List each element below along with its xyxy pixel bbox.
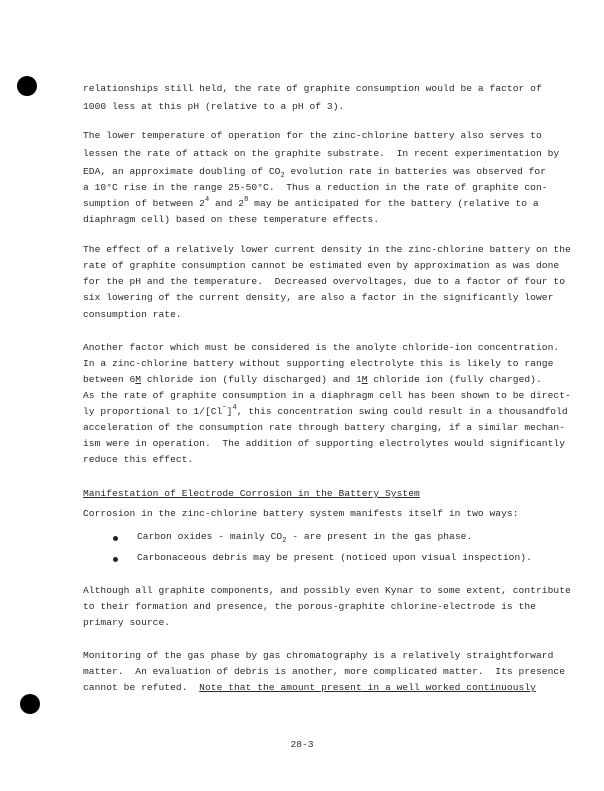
text-line: ism were in operation. The addition of supporting electrolytes would significantly <box>83 438 565 449</box>
superscript: 4 <box>204 196 210 204</box>
text-line: acceleration of the consumption rate through battery charging, if a similar mechan- <box>83 422 565 433</box>
text-line <box>83 406 568 418</box>
text-line <box>83 166 546 178</box>
bullet-item: Carbonaceous debris may be present (noticed upon visual inspection). <box>137 552 532 563</box>
text: sumption of between 2 <box>83 198 205 209</box>
text-line: Monitoring of the gas phase by gas chromatography is a relatively straightforward <box>83 650 554 661</box>
text: chloride ion (fully discharged) and 1 <box>141 374 362 385</box>
text: and 2 <box>209 198 245 209</box>
text-line: 1000 less at this pH (relative to a pH of 3). <box>83 101 345 112</box>
text-line: lessen the rate of attack on the graphite substrate. In recent experimentation by <box>83 148 560 159</box>
bullet-item <box>137 531 472 543</box>
punch-hole-top <box>17 76 37 96</box>
subscript: 2 <box>282 537 287 545</box>
text-line: relationships still held, the rate of graphite consumption would be a factor of <box>83 83 542 94</box>
text-line: diaphragm cell) based on these temperature effects. <box>83 214 380 225</box>
text: between 6 <box>83 374 136 385</box>
text-line: a 10°C rise in the range 25-50°C. Thus a reduction in the rate of graphite con- <box>83 182 548 193</box>
superscript: 4 <box>232 404 237 412</box>
text-line <box>83 374 542 386</box>
text-line: The lower temperature of operation for the zinc-chlorine battery also serves to <box>83 130 542 141</box>
text: cannot be refuted. <box>83 682 200 693</box>
text: - are present in the gas phase. <box>286 531 473 542</box>
bullet-icon <box>113 536 118 541</box>
text-line: to their formation and presence, the porous-graphite chlorine-electrode is the <box>83 601 536 612</box>
text-line: Although all graphite components, and possibly even Kynar to some extent, contribute <box>83 585 571 596</box>
text-line: reduce this effect. <box>83 454 194 465</box>
text-line: Another factor which must be considered is the anolyte chloride-ion concentration. <box>83 342 560 353</box>
text-line: primary source. <box>83 617 171 628</box>
text: ] <box>226 406 233 417</box>
text-line: six lowering of the current density, are also a factor in the significantly lower <box>83 292 554 303</box>
bullet-icon <box>113 557 118 562</box>
text: ly proportional to 1/[Cl <box>83 406 223 417</box>
text: may be anticipated for the battery (relative to a <box>248 198 539 209</box>
subscript: 2 <box>280 172 285 180</box>
text: Carbon oxides - mainly CO <box>137 531 283 542</box>
superscript: 8 <box>244 196 249 204</box>
text-line <box>83 198 539 210</box>
page-number: 28-3 <box>290 739 314 750</box>
text: evolution rate in batteries was observed for <box>284 166 547 177</box>
text-line: rate of graphite consumption cannot be estimated even by approximation as was done <box>83 260 560 271</box>
underlined-text: Note that the amount present in a well worked continuously <box>199 682 536 693</box>
molar-unit: M <box>361 374 368 385</box>
text-line: Corrosion in the zinc-chlorine battery system manifests itself in two ways: <box>83 508 519 519</box>
text: EDA, an approximate doubling of CO <box>83 166 281 177</box>
molar-unit: M <box>135 374 142 385</box>
text: , this concentration swing could result in a thousandfold <box>236 406 568 417</box>
text-line: matter. An evaluation of debris is another, more complicated matter. Its presence <box>83 666 565 677</box>
text-line: As the rate of graphite consumption in a diaphragm cell has been shown to be direct- <box>83 390 571 401</box>
text-line: In a zinc-chlorine battery without supporting electrolyte this is likely to range <box>83 358 554 369</box>
text-line <box>83 682 536 694</box>
section-heading: Manifestation of Electrode Corrosion in the Battery System <box>83 488 420 499</box>
text-line: for the pH and the temperature. Decreased overvoltages, due to a factor of four to <box>83 276 565 287</box>
text: chloride ion (fully charged). <box>367 374 542 385</box>
text-line: consumption rate. <box>83 309 182 320</box>
superscript: − <box>222 404 227 412</box>
text-line: The effect of a relatively lower current density in the zinc-chlorine battery on the <box>83 244 571 255</box>
punch-hole-bottom <box>20 694 40 714</box>
